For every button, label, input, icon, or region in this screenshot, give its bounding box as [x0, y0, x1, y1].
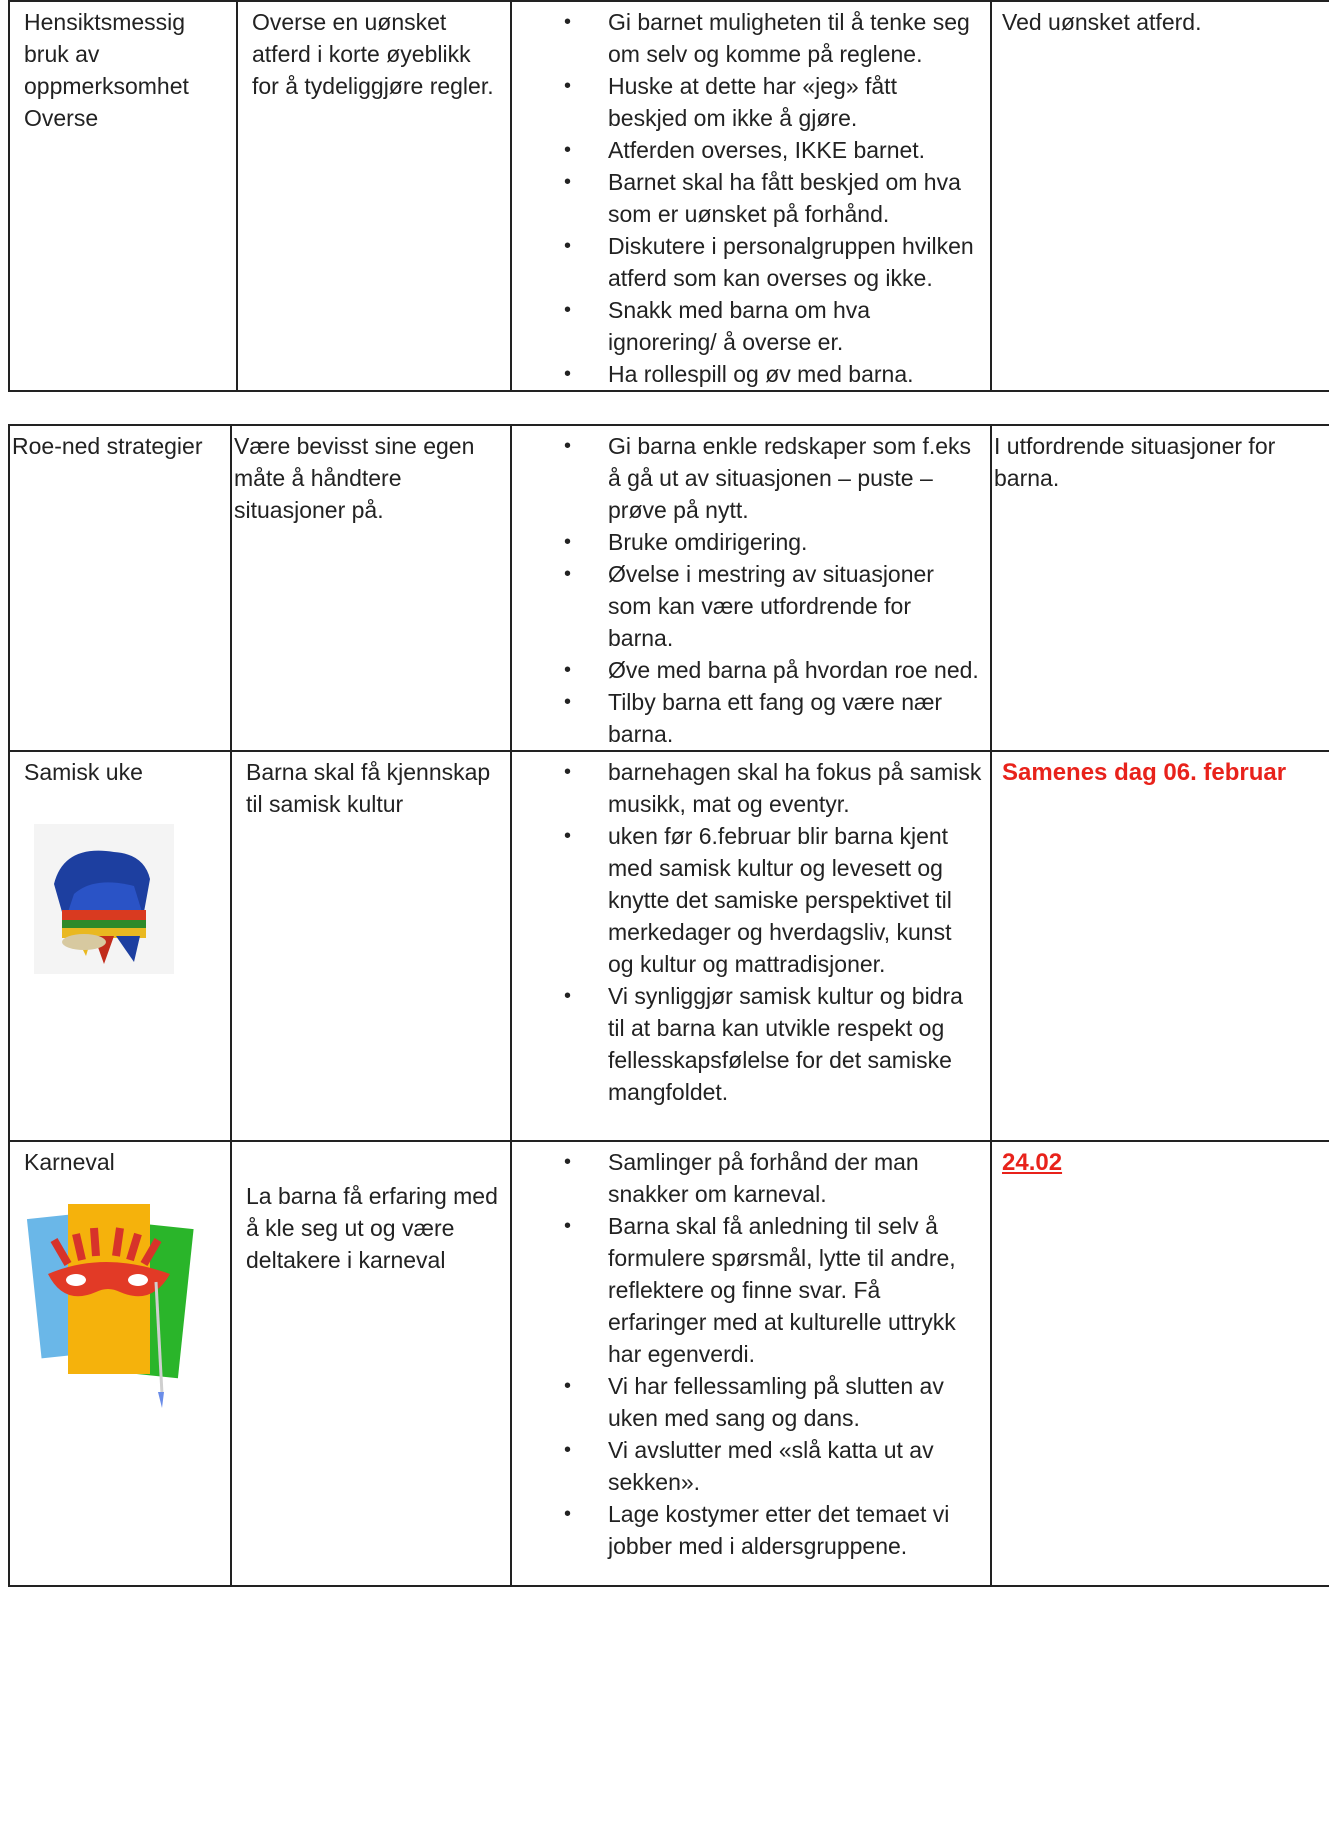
table-row: [9, 1, 1329, 391]
when-cell: [991, 751, 1329, 1141]
table-row: [9, 425, 1329, 751]
list-item: • Vi avslutter med «slå katta ut av sekken».: [512, 1434, 982, 1498]
activities-list: [512, 6, 982, 390]
topic-cell: [9, 1, 237, 391]
list-item: • Øve med barna på hvordan roe ned.: [512, 654, 982, 686]
list-item: • Gi barnet muligheten til å tenke seg om selv og komme på reglene.: [512, 6, 982, 70]
topic-cell: [9, 1141, 231, 1586]
date-link[interactable]: 24.02: [1002, 1149, 1063, 1176]
goal-text: Overse en uønsket atferd i korte øyeblikk for å tydeliggjøre regler.: [252, 9, 494, 99]
goal-text: Være bevisst sine egen måte å håndtere situasjoner på.: [234, 433, 475, 523]
list-item: • Barna skal få anledning til selv å formulere spørsmål, lytte til andre, reflektere og finne svar. Få erfaringer med at kulturelle uttrykk har egenverdi.: [512, 1210, 982, 1370]
list-item: • Tilby barna ett fang og være nær barna.: [512, 686, 982, 750]
activities-cell: [511, 751, 991, 1141]
list-item: • Atferden overses, IKKE barnet.: [512, 134, 982, 166]
list-item: • Øvelse i mestring av situasjoner som kan være utfordrende for barna.: [512, 558, 982, 654]
topic-text: Roe-ned strategier: [12, 433, 203, 459]
goal-text: La barna få erfaring med å kle seg ut og være deltakere i karneval: [246, 1183, 498, 1273]
sami-hat-icon: [24, 824, 220, 982]
list-item: • Ha rollespill og øv med barna.: [512, 358, 982, 390]
list-item: • Lage kostymer etter det temaet vi jobber med i aldersgruppene.: [512, 1498, 982, 1562]
goal-cell: [231, 425, 511, 751]
list-item: • Huske at dette har «jeg» fått beskjed om ikke å gjøre.: [512, 70, 982, 134]
list-item: • Bruke omdirigering.: [512, 526, 982, 558]
activities-cell: [511, 1141, 991, 1586]
list-item: • uken før 6.februar blir barna kjent med samisk kultur og levesett og knytte det samiske perspektivet til merkedager og hverdagsliv, kunst og kultur og mattradisjoner.: [512, 820, 982, 980]
topic-text: Hensiktsmessig bruk av oppmerksomhet Overse: [24, 9, 189, 131]
list-item: • Vi synliggjør samisk kultur og bidra til at barna kan utvikle respekt og fellesskapsfølelse for det samiske mangfoldet.: [512, 980, 982, 1108]
when-cell: [991, 1141, 1329, 1586]
activities-cell: [511, 425, 991, 751]
goal-text: Barna skal få kjennskap til samisk kultur: [246, 759, 491, 817]
topic-text: Samisk uke: [24, 759, 143, 785]
list-item: • Diskutere i personalgruppen hvilken atferd som kan overses og ikke.: [512, 230, 982, 294]
table-row: [9, 1141, 1329, 1586]
list-item: • Barnet skal ha fått beskjed om hva som er uønsket på forhånd.: [512, 166, 982, 230]
activities-list: [512, 756, 982, 1108]
goal-cell: [231, 1141, 511, 1586]
topic-cell: [9, 425, 231, 751]
list-item: • Samlinger på forhånd der man snakker om karneval.: [512, 1146, 982, 1210]
activities-cell: [511, 1, 991, 391]
date-badge: Samenes dag 06. februar: [1002, 759, 1287, 786]
list-item: • Vi har fellessamling på slutten av uken med sang og dans.: [512, 1370, 982, 1434]
activities-list: [512, 430, 982, 750]
activities-list: [512, 1146, 982, 1562]
when-cell: [991, 425, 1329, 751]
topic-cell: [9, 751, 231, 1141]
carnival-mask-icon: [24, 1194, 220, 1422]
goal-cell: [231, 751, 511, 1141]
rules-table-bottom: [8, 424, 1329, 1587]
list-item: • barnehagen skal ha fokus på samisk musikk, mat og eventyr.: [512, 756, 982, 820]
goal-cell: [237, 1, 511, 391]
when-cell: [991, 1, 1329, 391]
list-item: • Snakk med barna om hva ignorering/ å overse er.: [512, 294, 982, 358]
when-text: I utfordrende situasjoner for barna.: [994, 433, 1276, 491]
list-item: • Gi barna enkle redskaper som f.eks å gå ut av situasjonen – puste – prøve på nytt.: [512, 430, 982, 526]
rules-table-top: [8, 0, 1329, 392]
topic-text: Karneval: [24, 1149, 115, 1175]
when-text: Ved uønsket atferd.: [1002, 9, 1202, 35]
table-row: [9, 751, 1329, 1141]
